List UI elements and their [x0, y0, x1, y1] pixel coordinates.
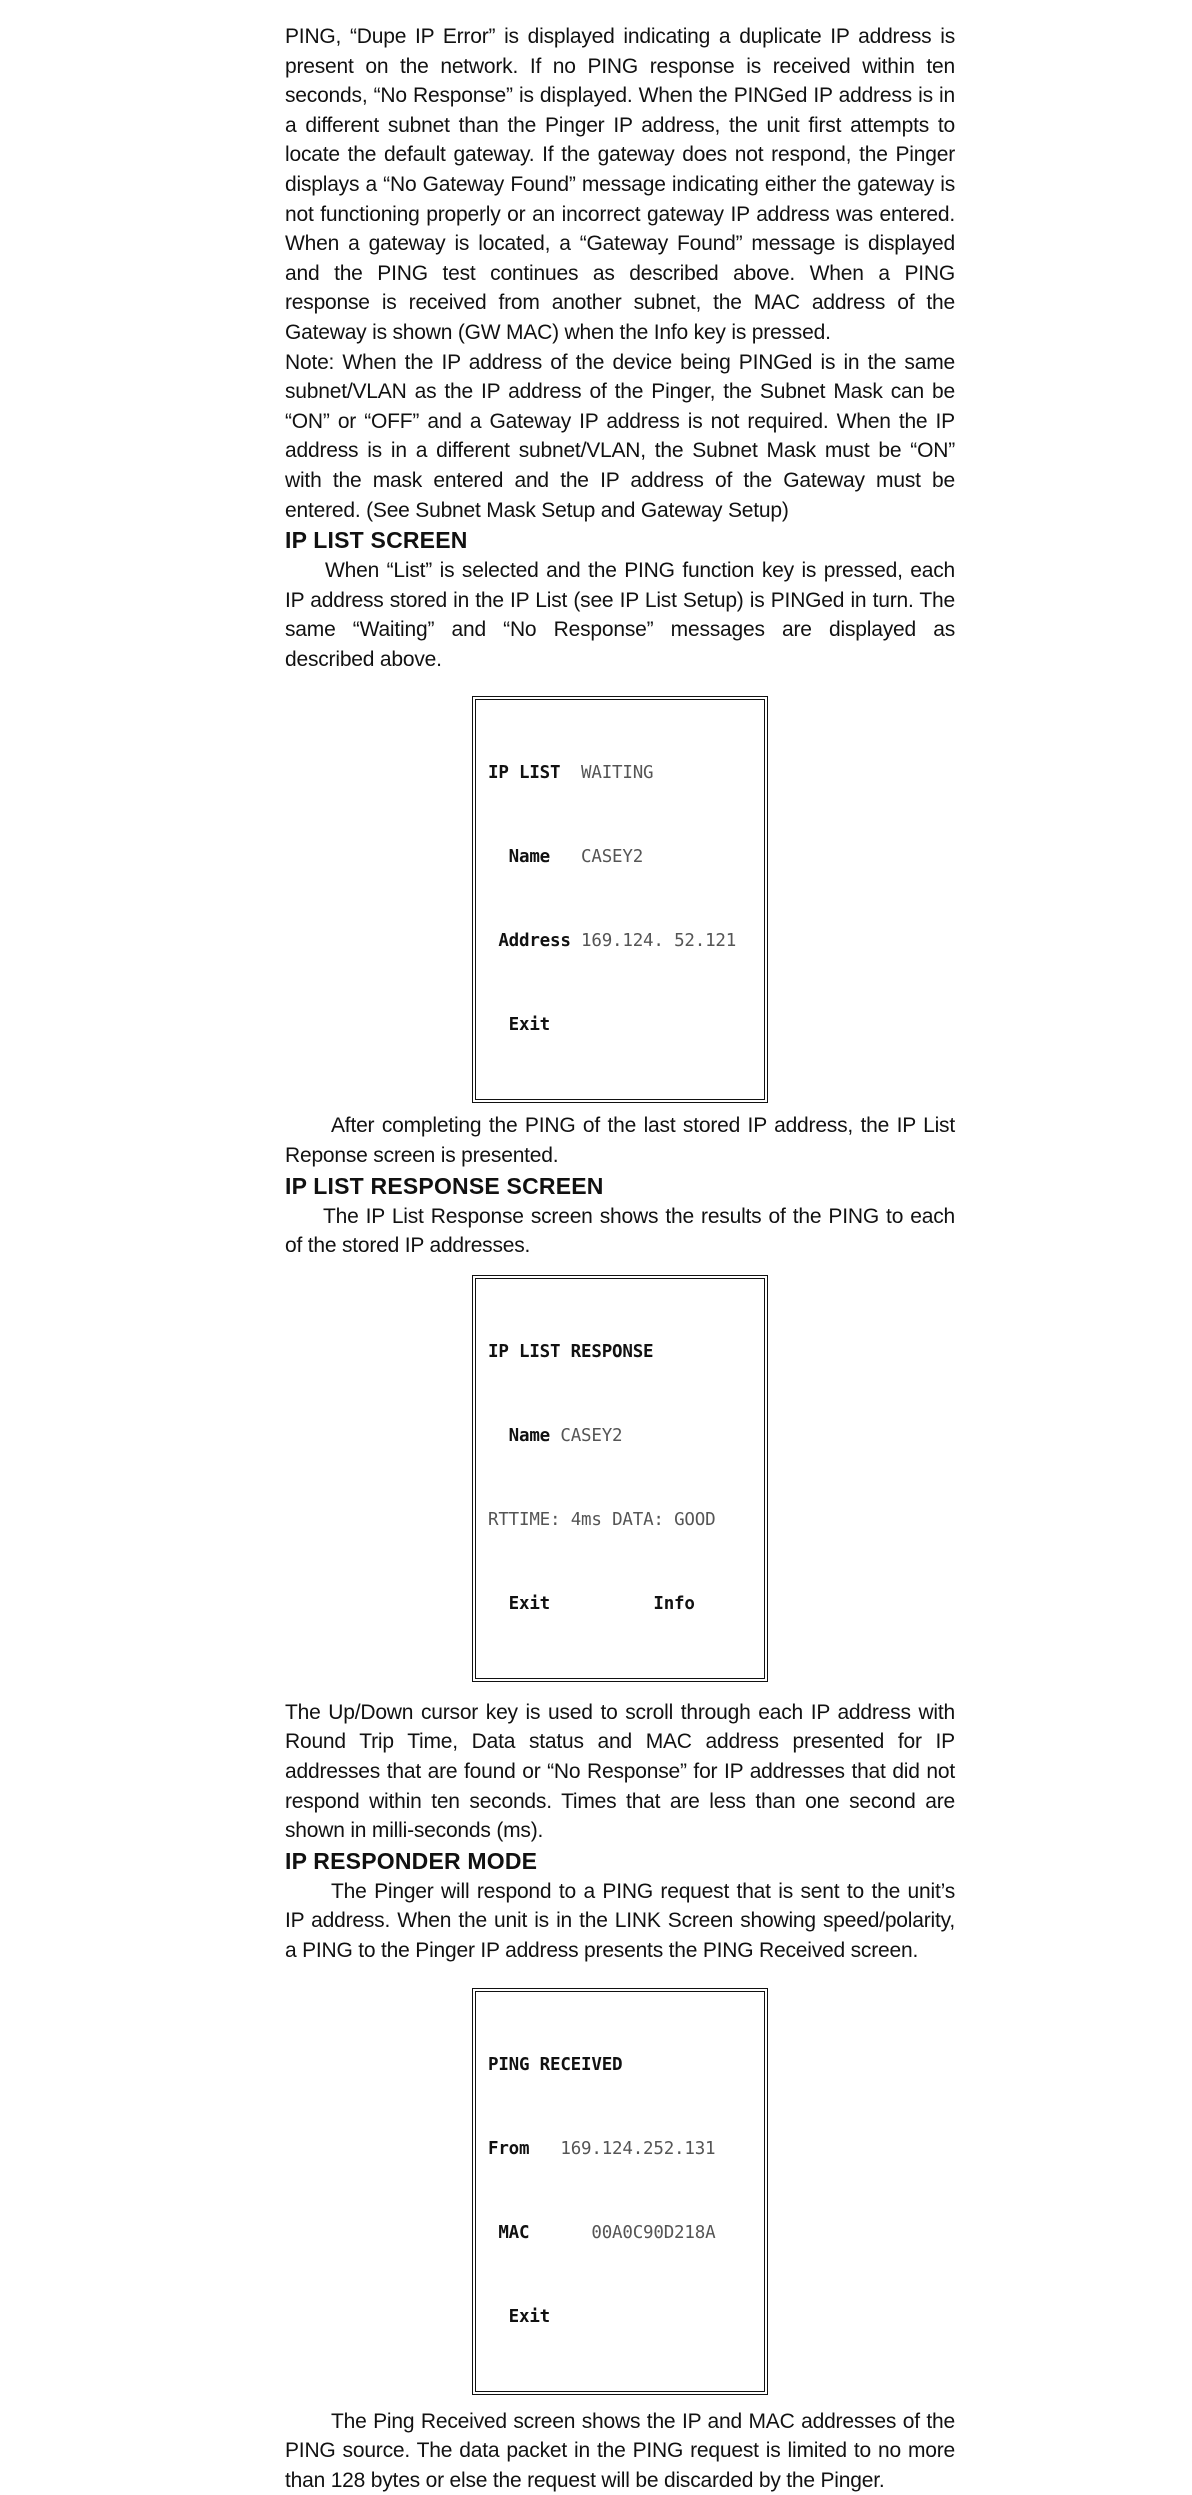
heading-ip-list-screen: IP LIST SCREEN [285, 527, 468, 554]
lcd-name-row [488, 843, 756, 871]
lcd-name-value: CASEY2 [560, 1425, 623, 1446]
lcd-ip-list-wrapper [285, 696, 955, 1103]
lcd-exit-row [488, 2303, 756, 2331]
paragraph-note: Note: When the IP address of the device being PINGed is in the same subnet/VLAN as the IP address of the Pinger, the Subnet Mask can be “ON” or “OFF” and a Gateway IP address is not required. When the IP address is in a different subnet/VLAN, the Subnet Mask must be “ON” with the mask entered and the IP address of the Gateway must be entered. (See Subnet Mask Setup and Gateway Setup) [285, 350, 955, 522]
paragraph-ping-received: The Ping Received screen shows the IP and MAC addresses of the PING source. The data packet in the PING request is limited to no more than 128 bytes or else the request will be discarded by the Pinger. [285, 2409, 955, 2492]
lcd-from-row [488, 2135, 756, 2163]
lcd-ip-list-response-screen [472, 1275, 768, 1682]
lcd-mac-row [488, 2219, 756, 2247]
lcd-name-label: Name [508, 847, 551, 868]
lcd-ip-list-screen [472, 696, 768, 1103]
heading-ip-list-response: IP LIST RESPONSE SCREEN [285, 1172, 604, 1199]
paragraph-ip-list-response: The IP List Response screen shows the results of the PING to each of the stored IP addresses. [285, 1204, 955, 1258]
paragraph-scroll-results: The Up/Down cursor key is used to scroll through each IP address with Round Trip Time, Data status and MAC address presented for IP addresses that are found or “No Response” for IP addresses that did not respond within ten seconds. Times that are less than one second are shown in milli-seconds (ms). [285, 1700, 955, 1843]
lcd-ping-received-wrapper [285, 1988, 955, 2395]
lcd-title-row [488, 759, 756, 787]
lcd-name-value: CASEY2 [581, 847, 644, 868]
paragraph-ip-responder: The Pinger will respond to a PING request that is sent to the unit’s IP address. When the unit is in the LINK Screen showing speed/polarity, a PING to the Pinger IP address presents the PING Received screen. [285, 1879, 955, 1962]
lcd-rttime-value: 4ms [570, 1509, 602, 1530]
paragraph-after-ip-list: After completing the PING of the last stored IP address, the IP List Reponse screen is presented. [285, 1114, 955, 1168]
manual-page [285, 22, 955, 2495]
lcd-from-label: From [488, 2138, 530, 2159]
lcd-from-value: 169.124.252.131 [560, 2138, 716, 2159]
lcd-title: PING RECEIVED [488, 2054, 623, 2075]
lcd-ping-received-screen [472, 1988, 768, 2395]
lcd-data-value: GOOD [674, 1509, 716, 1530]
lcd-name-label: Name [508, 1425, 551, 1446]
lcd-exit-key[interactable]: Exit [508, 2306, 551, 2327]
lcd-exit-row [488, 1011, 756, 1039]
lcd-title: IP LIST [488, 763, 561, 784]
lcd-rttime-row [488, 1506, 756, 1534]
lcd-info-key[interactable]: Info [653, 1593, 695, 1614]
lcd-status: WAITING [581, 763, 654, 784]
lcd-title-row [488, 2051, 756, 2079]
lcd-title-row [488, 1338, 756, 1366]
lcd-address-row [488, 927, 756, 955]
lcd-ip-list-response-wrapper [285, 1275, 955, 1682]
lcd-rttime-label: RTTIME: [488, 1509, 561, 1530]
paragraph-ping-results: PING, “Dupe IP Error” is displayed indicating a duplicate IP address is present on the network. If no PING response is received within ten seconds, “No Response” is displayed. When the PINGed IP address is in a different subnet than the Pinger IP address, the unit first attempts to locate the default gateway. If the gateway does not respond, the Pinger displays a “No Gateway Found” message indicating either the gateway is not functioning properly or an incorrect gateway IP address was entered. When a gateway is located, a “Gateway Found” message is displayed and the PING test continues as described above. When a PING response is received from another subnet, the MAC address of the Gateway is shown (GW MAC) when the Info key is pressed. [285, 25, 955, 344]
lcd-address-value: 169.124. 52.121 [581, 931, 737, 952]
lcd-exit-key[interactable]: Exit [508, 1015, 551, 1036]
paragraph-ip-list: When “List” is selected and the PING function key is pressed, each IP address stored in the IP List (see IP List Setup) is PINGed in turn. The same “Waiting” and “No Response” messages are displayed as described above. [285, 559, 955, 671]
lcd-mac-label: MAC [498, 2222, 530, 2243]
lcd-data-label: DATA: [612, 1509, 664, 1530]
heading-ip-responder-mode: IP RESPONDER MODE [285, 1847, 538, 1874]
lcd-title: IP LIST RESPONSE [488, 1341, 654, 1362]
lcd-softkey-row [488, 1590, 756, 1618]
lcd-mac-value: 00A0C90D218A [591, 2222, 716, 2243]
lcd-name-row [488, 1422, 756, 1450]
lcd-address-label: Address [498, 931, 571, 952]
lcd-exit-key[interactable]: Exit [508, 1593, 551, 1614]
